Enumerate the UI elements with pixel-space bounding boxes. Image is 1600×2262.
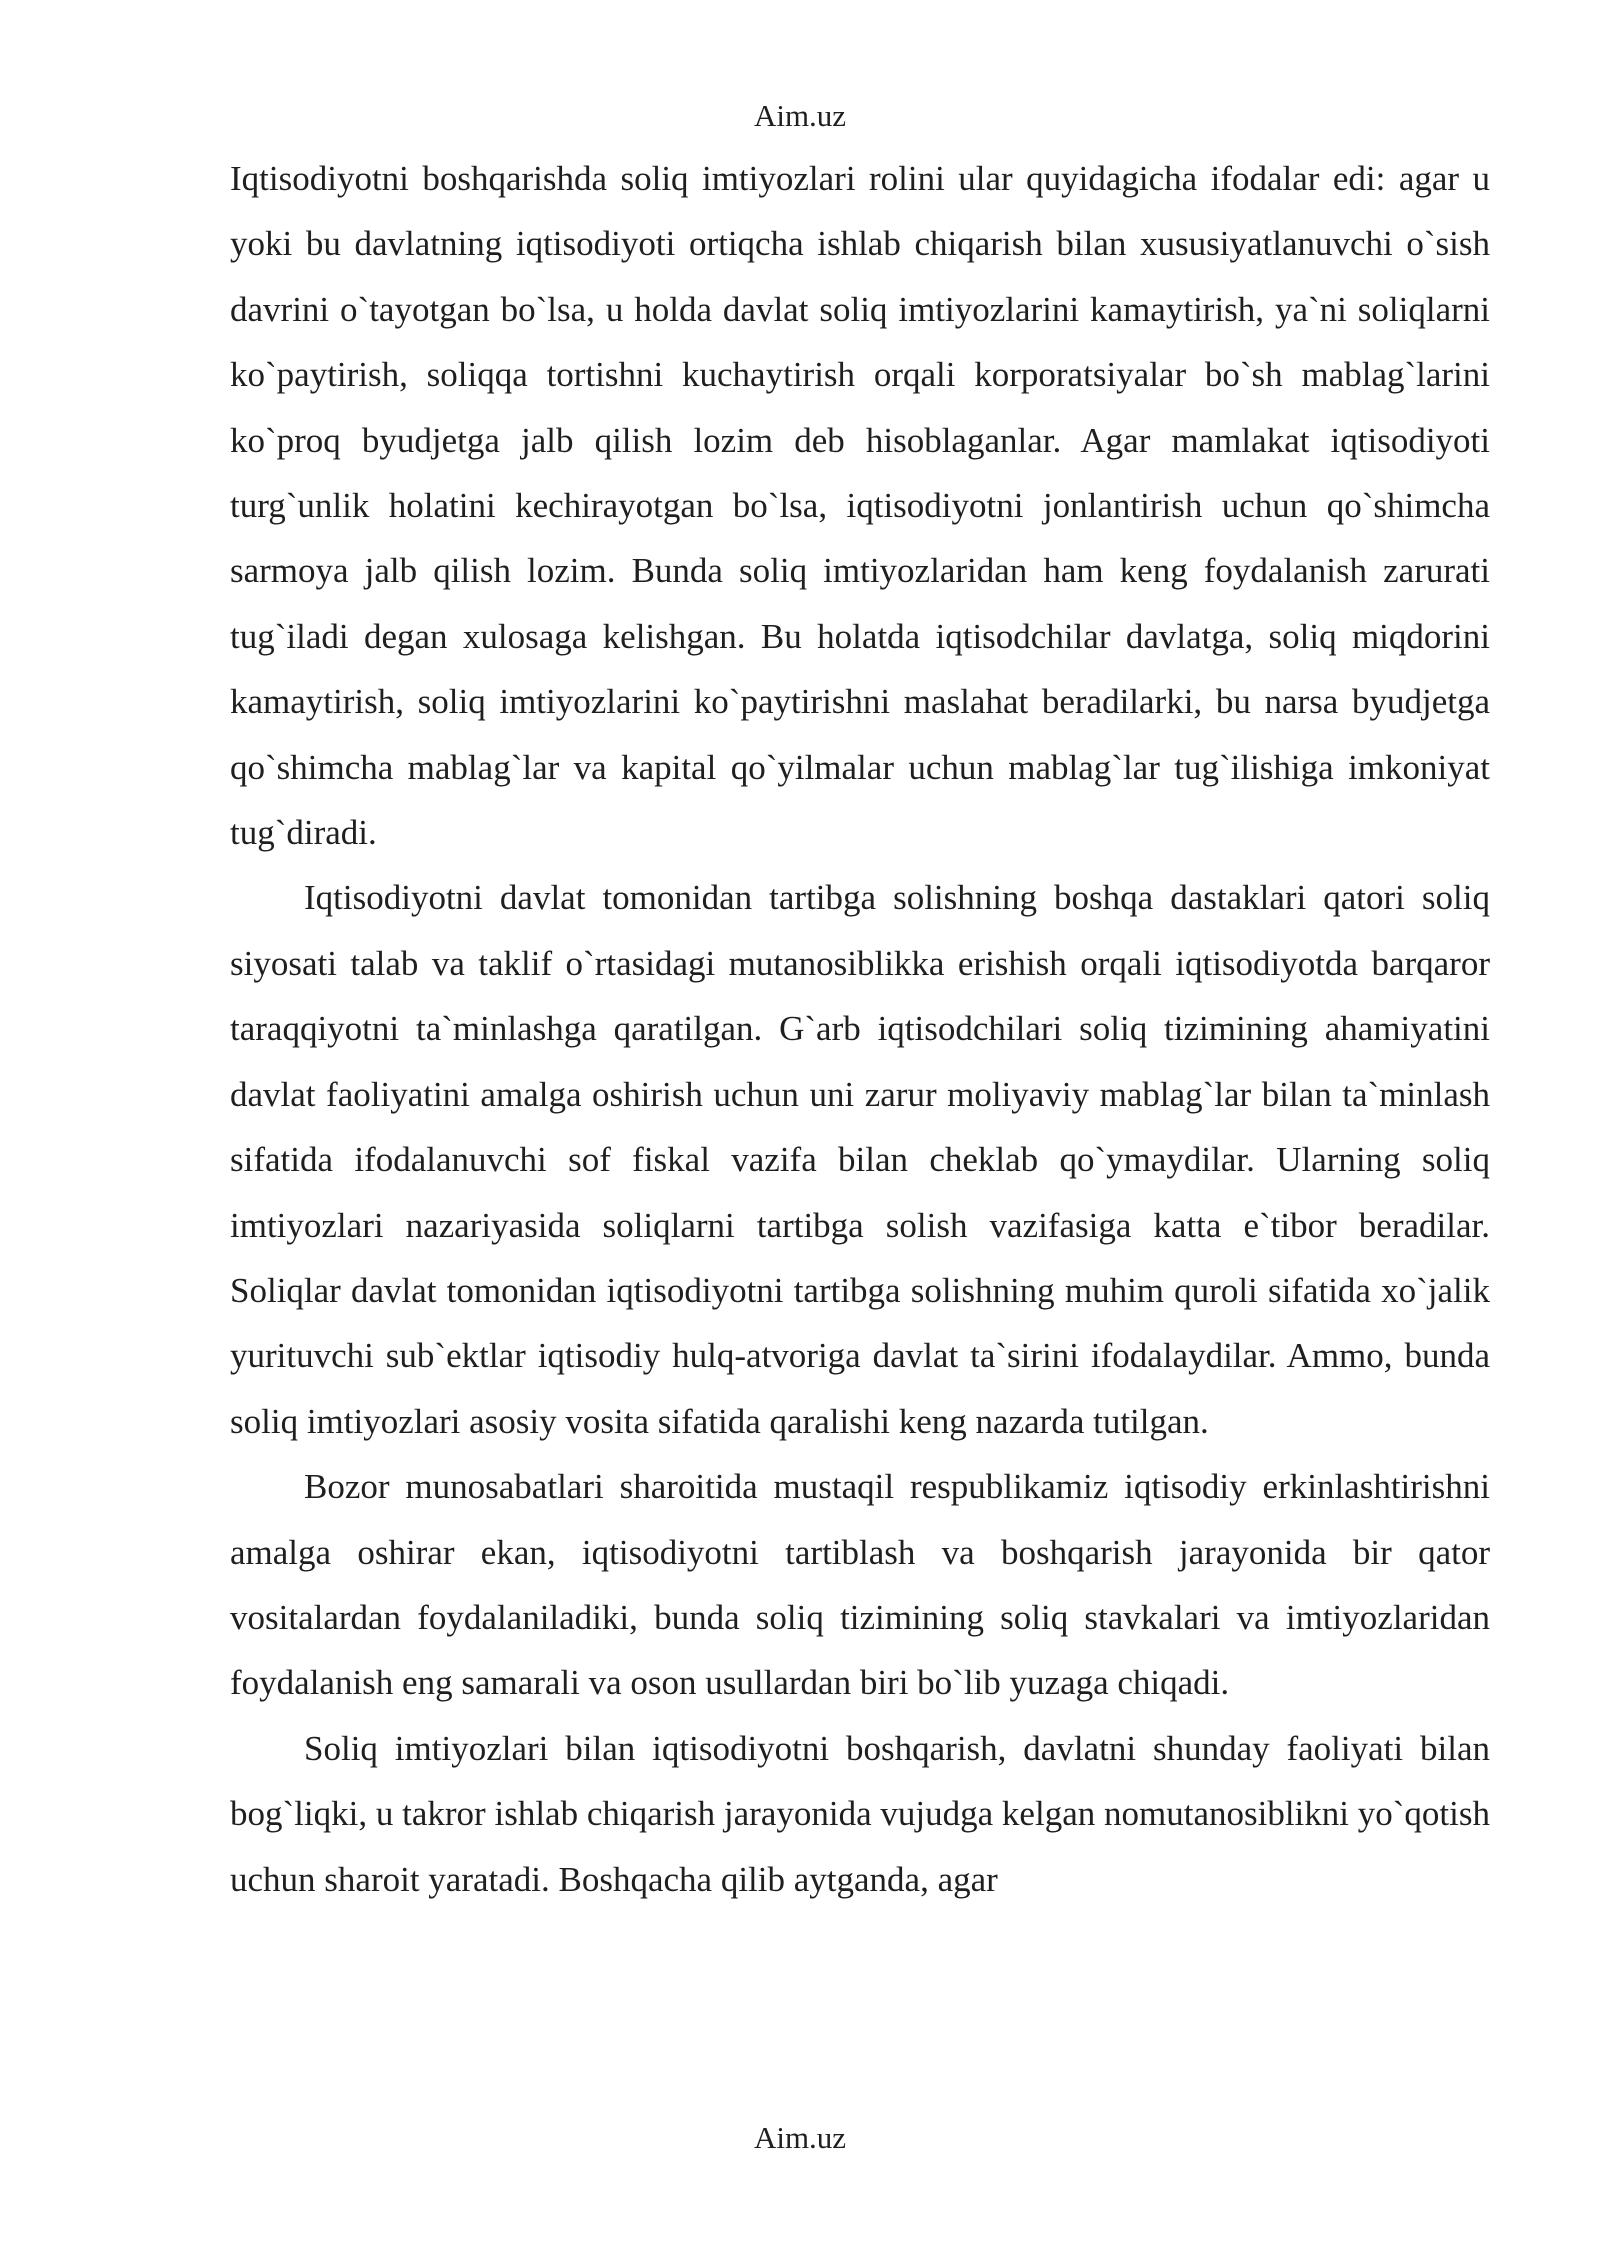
- page-footer: Aim.uz: [753, 2120, 847, 2155]
- page-header: Aim.uz: [753, 98, 847, 133]
- paragraph-4: Soliq imtiyozlari bilan iqtisodiyotni boshqarish, davlatni shunday faoliyati bilan bog`liqki, u takror ishlab chiqarish jarayonida vujudga kelgan nomutanosiblikni yo`qotish uchun sharoit yaratadi. Boshqacha qilib aytganda, agar: [230, 1728, 1490, 1899]
- paragraph-2: Iqtisodiyotni davlat tomonidan tartibga solishning boshqa dastaklari qatori soliq siyosati talab va taklif o`rtasidagi mutanosiblikka erishish orqali iqtisodiyotda barqaror taraqqiyotni ta`minlashga qaratilgan. G`arb iqtisodchilari soliq tizimining ahamiyatini davlat faoliyatini amalga oshirish uchun uni zarur moliyaviy mablag`lar bilan ta`minlash sifatida ifodalanuvchi sof fiskal vazifa bilan cheklab qo`ymaydilar. Ularning soliq imtiyozlari nazariyasida soliqlarni tartibga solish vazifasiga katta e`tibor beradilar. Soliqlar davlat tomonidan iqtisodiyotni tartibga solishning muhim quroli sifatida xo`jalik yurituvchi sub`ektlar iqtisodiy hulq-atvoriga davlat ta`sirini ifodalaydilar. Ammo, bunda soliq imtiyozlari asosiy vosita sifatida qaralishi keng nazarda tutilgan.: [230, 878, 1490, 1441]
- document-body: [230, 146, 1490, 1912]
- paragraph-3: Bozor munosabatlari sharoitida mustaqil respublikamiz iqtisodiy erkinlashtirishni amalga oshirar ekan, iqtisodiyotni tartiblash va boshqarish jarayonida bir qator vositalardan foydalaniladiki, bunda soliq tizimining soliq stavkalari va imtiyozlaridan foydalanish eng samarali va oson usullardan biri bo`lib yuzaga chiqadi.: [230, 1467, 1490, 1703]
- paragraph-1: Iqtisodiyotni boshqarishda soliq imtiyozlari rolini ular quyidagicha ifodalar edi: agar u yoki bu davlatning iqtisodiyoti ortiqcha ishlab chiqarish bilan xususiyatlanuvchi o`sish davrini o`tayotgan bo`lsa, u holda davlat soliq imtiyozlarini kamaytirish, ya`ni soliqlarni ko`paytirish, soliqqa tortishni kuchaytirish orqali korporatsiyalar bo`sh mablag`larini ko`proq byudjetga jalb qilish lozim deb hisoblaganlar. Agar mamlakat iqtisodiyoti turg`unlik holatini kechirayotgan bo`lsa, iqtisodiyotni jonlantirish uchun qo`shimcha sarmoya jalb qilish lozim. Bunda soliq imtiyozlaridan ham keng foydalanish zarurati tug`iladi degan xulosaga kelishgan. Bu holatda iqtisodchilar davlatga, soliq miqdorini kamaytirish, soliq imtiyozlarini ko`paytirishni maslahat beradilarki, bu narsa byudjetga qo`shimcha mablag`lar va kapital qo`yilmalar uchun mablag`lar tug`ilishiga imkoniyat tug`diradi.: [230, 159, 1490, 853]
